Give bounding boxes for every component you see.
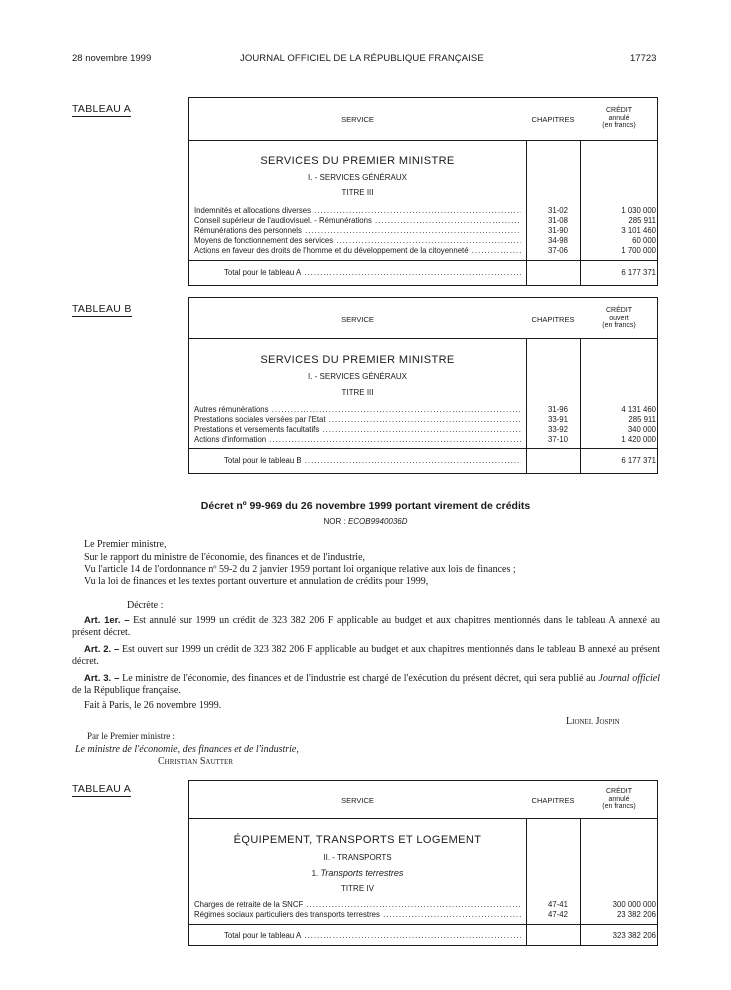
- visa-line: Vu l'article 14 de l'ordonnance nº 59-2 du 2 janvier 1959 portant loi organique relative aux lois de finances ;: [84, 564, 516, 575]
- minister-title: Le ministre de l'économie, des finances et de l'industrie,: [75, 744, 299, 755]
- signatory-name: Lionel Jospin: [566, 716, 620, 727]
- visa-line: Sur le rapport du ministre de l'économie, des finances et de l'industrie,: [84, 552, 366, 563]
- section-subtitle: II. - TRANSPORTS: [323, 853, 392, 862]
- table-a-transports: [188, 780, 658, 946]
- table-b-label: TABLEAU B: [72, 303, 132, 315]
- column-chapitres: CHAPITRES: [531, 796, 575, 805]
- table-header: [189, 781, 657, 819]
- section-subsubtitle: 1. Transports terrestres: [311, 868, 404, 878]
- column-credit: CRÉDIT ouvert (en francs): [602, 307, 636, 329]
- fait-a-paris: Fait à Paris, le 26 novembre 1999.: [84, 700, 222, 711]
- section-subtitle: I. - SERVICES GÉNÉRAUX: [308, 372, 407, 381]
- nor-reference: NOR : ECOB9940036D: [323, 517, 408, 526]
- table-row: Moyens de fonctionnement des services ..... 34-98 60 000: [194, 236, 654, 246]
- section-title: SERVICES DU PREMIER MINISTRE: [260, 155, 455, 167]
- table-row: Autres rémunérations ..... 31-96 4 131 460: [194, 405, 654, 415]
- par-le-premier-ministre: Par le Premier ministre :: [87, 731, 175, 741]
- table-header: [189, 298, 657, 339]
- section-title: SERVICES DU PREMIER MINISTRE: [260, 354, 455, 366]
- column-service: SERVICE: [341, 315, 374, 324]
- table-row: Prestations et versements facultatifs ..... 33-92 340 000: [194, 425, 654, 435]
- decree-intro: Le Premier ministre,: [84, 539, 167, 550]
- column-chapitres: CHAPITRES: [531, 115, 575, 124]
- titre-label: TITRE III: [341, 188, 374, 197]
- table-b-ouvert: [188, 297, 658, 474]
- table-row: Rémunérations des personnels ..... 31-90 3 101 460: [194, 226, 654, 236]
- decrete-label: Décrète :: [127, 600, 164, 611]
- table-row: Conseil supérieur de l'audiovisuel. - Rémunérations ..... 31-08 285 911: [194, 216, 654, 226]
- column-chapitres: CHAPITRES: [531, 315, 575, 324]
- titre-label: TITRE III: [341, 388, 374, 397]
- column-service: SERVICE: [341, 115, 374, 124]
- table-a-annule: [188, 97, 658, 286]
- table-row: Régimes sociaux particuliers des transports terrestres ..... 47-42 23 382 206: [194, 910, 654, 920]
- table-row: Actions d'information ..... 37-10 1 420 000: [194, 435, 654, 445]
- table-row: Prestations sociales versées par l'Etat ..... 33-91 285 911: [194, 415, 654, 425]
- table-a-label: TABLEAU A: [72, 103, 132, 115]
- table-a2-label: TABLEAU A: [72, 783, 132, 795]
- titre-label: TITRE IV: [341, 884, 374, 893]
- journal-title: JOURNAL OFFICIEL DE LA RÉPUBLIQUE FRANÇAISE: [240, 53, 484, 64]
- section-subtitle: I. - SERVICES GÉNÉRAUX: [308, 173, 407, 182]
- page-number: 17723: [630, 53, 657, 64]
- minister-name: Christian Sautter: [158, 756, 234, 767]
- table-row: Indemnités et allocations diverses ..... 31-02 1 030 000: [194, 206, 654, 216]
- article-2: Art. 2. – Est ouvert sur 1999 un crédit de 323 382 206 F applicable au budget et aux chapitres mentionnés dans le tableau B annexé au présent décret.: [72, 644, 660, 668]
- section-title: ÉQUIPEMENT, TRANSPORTS ET LOGEMENT: [233, 834, 482, 846]
- table-total-row: Total pour le tableau B ..... 6 177 371: [194, 456, 654, 466]
- article-1: Art. 1er. – Est annulé sur 1999 un crédit de 323 382 206 F applicable au budget et aux chapitres mentionnés dans le tableau A annexé au présent décret.: [72, 615, 661, 639]
- visa-line: Vu la loi de finances et les textes portant ouverture et annulation de crédits pour 1999,: [84, 576, 429, 587]
- table-total-row: Total pour le tableau A ..... 323 382 206: [194, 931, 654, 941]
- decree-title: Décret nº 99-969 du 26 novembre 1999 portant virement de crédits: [200, 500, 531, 512]
- table-row: Actions en faveur des droits de l'homme et du développement de la citoyenneté ..... 37-06 1 700 000: [194, 246, 654, 256]
- header-date: 28 novembre 1999: [72, 53, 152, 64]
- table-total-row: Total pour le tableau A ..... 6 177 371: [194, 268, 654, 278]
- article-3: Art. 3. – Le ministre de l'économie, des finances et de l'industrie est chargé de l'exécution du présent décret, qui sera publié au Journal officiel de la République française.: [72, 673, 661, 697]
- column-credit: CRÉDIT annulé (en francs): [602, 107, 636, 129]
- table-header: [189, 98, 657, 141]
- column-service: SERVICE: [341, 796, 374, 805]
- table-row: Charges de retraite de la SNCF ..... 47-41 300 000 000: [194, 900, 654, 910]
- column-credit: CRÉDIT annulé (en francs): [602, 788, 636, 810]
